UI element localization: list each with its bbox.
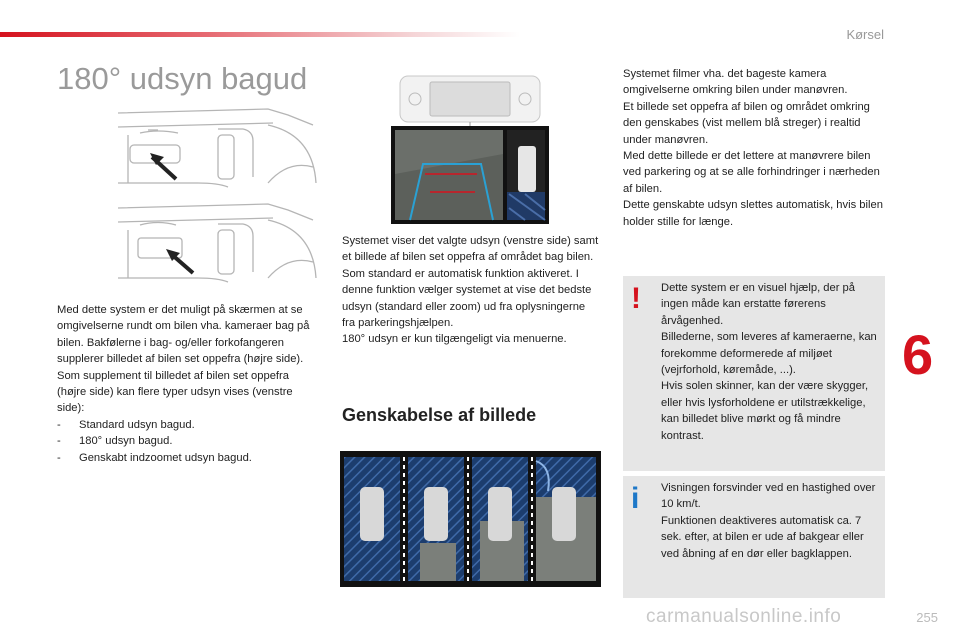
dashboard-screen-illustration (385, 74, 555, 230)
warning-text (661, 280, 879, 444)
right-paragraph-3: Med dette billede er det lettere at manøvrere bilen ved parkering og at se alle forhindringer i nærheden af bilen. (623, 150, 880, 195)
frame-3 (472, 457, 528, 581)
watermark: carmanualsonline.info (646, 606, 842, 627)
list-item: - Standard udsyn bagud. (57, 418, 195, 431)
left-text-column (57, 302, 319, 466)
frame-4 (536, 457, 596, 581)
middle-text-column (342, 233, 600, 348)
right-paragraph-2: Et billede set oppefra af bilen og området omkring den genskabes (vist mellem blå streger) i realtid under manøvren. (623, 100, 870, 146)
right-paragraph-1: Systemet filmer vha. det bageste kamera omgivelserne omkring bilen under manøvren. (623, 68, 848, 97)
info-text (661, 480, 879, 562)
section-label: Kørsel (846, 27, 884, 42)
left-paragraph-1: Med dette system er det muligt på skærmen at se omgivelserne rundt om bilen vha. kameraer bag på bilen. Bakfølerne i bag- og/eller forkofangeren supplerer billedet af bilen set oppefra (højre side). (57, 304, 310, 366)
warning-paragraph-3: Hvis solen skinner, kan der være skygger, eller hvis lysforholdene er utilstrækkelige, kan billedet blive mørkt og få mindre kontrast. (661, 380, 869, 442)
info-paragraph-2: Funktionen deaktiveres automatisk ca. 7 sek. efter, at bilen er ude af bakgear eller ved åbning af en dør eller bagklappen. (661, 514, 864, 560)
middle-paragraph-3: 180° udsyn er kun tilgængeligt via menuerne. (342, 333, 567, 346)
chapter-number: 6 (902, 323, 934, 386)
frame-2 (408, 457, 464, 581)
left-paragraph-2: Som supplement til billedet af bilen set oppefra (højre side) kan flere typer udsyn vises (venstre side): (57, 369, 293, 415)
reconstruction-sequence-image (340, 451, 601, 587)
exclamation-icon: ! (631, 282, 641, 315)
info-paragraph-1: Visningen forsvinder ved en hastighed over 10 km/t. (661, 482, 876, 511)
warning-box (623, 276, 885, 471)
page-number: 255 (916, 610, 938, 625)
info-icon: i (631, 482, 640, 515)
right-text-column (623, 66, 885, 230)
frame-1 (344, 457, 400, 581)
middle-paragraph-1: Systemet viser det valgte udsyn (venstre side) samt et billede af bilen set oppefra af området bag bilen. (342, 235, 599, 264)
list-item: - Genskabt indzoomet udsyn bagud. (57, 451, 252, 464)
page-title: 180° udsyn bagud (57, 61, 308, 96)
vehicle-rear-upper (118, 109, 316, 187)
vehicle-rear-illustration (118, 105, 318, 290)
warning-paragraph-1: Dette system er en visuel hjælp, der på ingen måde kan erstatte førerens årvågenhed. (661, 282, 856, 327)
warning-paragraph-2: Billederne, som leveres af kameraerne, kan forekomme deformerede af miljøet (vejrforhold, køremåde, ...). (661, 331, 877, 377)
header-accent-bar (0, 32, 520, 37)
right-paragraph-4: Dette genskabte udsyn slettes automatisk, hvis bilen holder stille for længe. (623, 199, 883, 228)
middle-paragraph-2: Som standard er automatisk funktion aktiveret. I denne funktion vælger systemet at vise det bedste udsyn (standard eller zoom) ud fra oplysningerne fra parkeringshjælpen. (342, 267, 592, 330)
info-box (623, 476, 885, 598)
section-heading: Genskabelse af billede (342, 405, 537, 425)
list-item: - 180° udsyn bagud. (57, 435, 173, 448)
vehicle-rear-lower (118, 204, 316, 282)
